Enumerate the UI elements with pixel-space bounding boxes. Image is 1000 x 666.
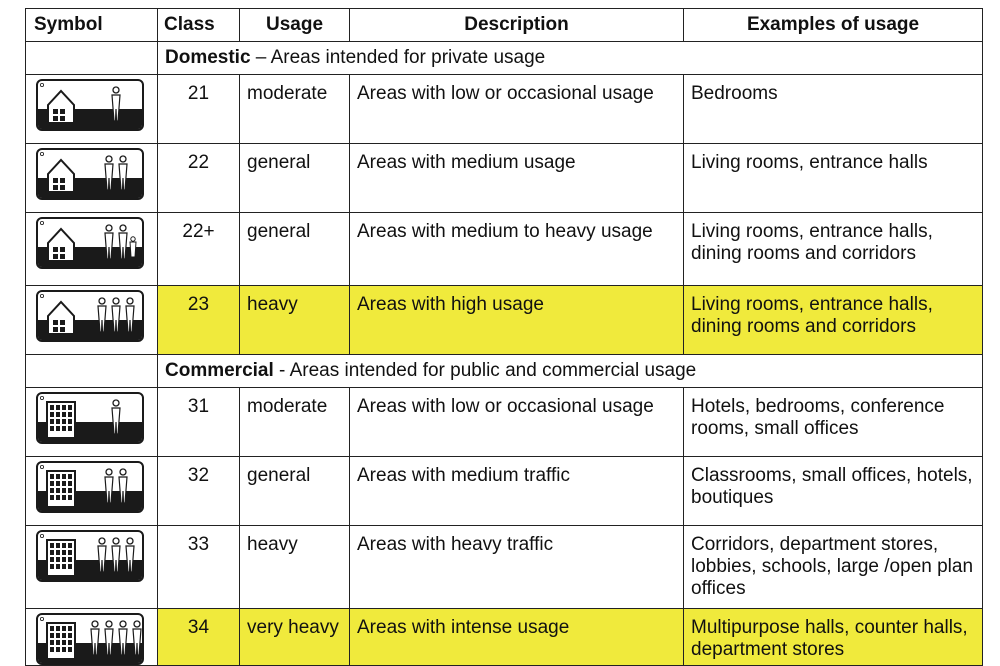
description-cell: Areas with medium usage: [350, 144, 684, 213]
examples-cell: Classrooms, small offices, hotels, boutiques: [684, 457, 983, 526]
symbol-cell: [26, 609, 158, 666]
examples-cell: Multipurpose halls, counter halls, department stores: [684, 609, 983, 666]
examples-cell: Living rooms, entrance halls, dining rooms and corridors: [684, 286, 983, 355]
table-row: [26, 388, 983, 457]
house-three-persons-icon: [36, 290, 144, 342]
building-four-persons-icon: [36, 613, 144, 665]
description-cell: Areas with low or occasional usage: [350, 75, 684, 144]
examples-cell: Living rooms, entrance halls: [684, 144, 983, 213]
building-one-person-icon: [36, 392, 144, 444]
usage-cell: general: [240, 144, 350, 213]
class-cell: 22+: [158, 213, 240, 286]
symbol-cell: [26, 457, 158, 526]
section-symbol-cell: [26, 355, 158, 388]
section-subtitle: – Areas intended for private usage: [250, 47, 546, 68]
class-cell: 31: [158, 388, 240, 457]
building-three-persons-icon: [36, 530, 144, 582]
header-usage: Usage: [240, 9, 350, 42]
symbol-cell: [26, 286, 158, 355]
house-one-person-icon: [36, 79, 144, 131]
section-header-row: [26, 355, 983, 388]
class-cell: 34: [158, 609, 240, 666]
section-title: [158, 355, 983, 388]
examples-cell: Corridors, department stores, lobbies, schools, large /open plan offices: [684, 526, 983, 609]
description-cell: Areas with medium to heavy usage: [350, 213, 684, 286]
table-row: [26, 286, 983, 355]
symbol-cell: [26, 526, 158, 609]
building-two-persons-icon: [36, 461, 144, 513]
table-row: [26, 75, 983, 144]
class-cell: 21: [158, 75, 240, 144]
usage-cell: moderate: [240, 388, 350, 457]
table-row: [26, 144, 983, 213]
section-header-row: [26, 42, 983, 75]
symbol-cell: [26, 75, 158, 144]
table-row: [26, 457, 983, 526]
class-cell: 33: [158, 526, 240, 609]
examples-cell: Bedrooms: [684, 75, 983, 144]
section-title-bold: Domestic: [165, 47, 251, 68]
header-symbol: Symbol: [26, 9, 158, 42]
section-subtitle: - Areas intended for public and commercial usage: [273, 360, 697, 381]
header-row: [26, 9, 983, 42]
symbol-cell: [26, 388, 158, 457]
usage-cell: moderate: [240, 75, 350, 144]
examples-cell: Hotels, bedrooms, conference rooms, small offices: [684, 388, 983, 457]
header-examples: Examples of usage: [684, 9, 983, 42]
table-row: [26, 213, 983, 286]
symbol-cell: [26, 144, 158, 213]
house-two-persons-icon: [36, 148, 144, 200]
section-title-bold: Commercial: [165, 360, 274, 381]
header-class: Class: [158, 9, 240, 42]
description-cell: Areas with medium traffic: [350, 457, 684, 526]
symbol-cell: [26, 213, 158, 286]
description-cell: Areas with heavy traffic: [350, 526, 684, 609]
class-cell: 32: [158, 457, 240, 526]
class-cell: 22: [158, 144, 240, 213]
header-description: Description: [350, 9, 684, 42]
table-row: [26, 526, 983, 609]
section-title: [158, 42, 983, 75]
usage-cell: heavy: [240, 286, 350, 355]
table-row: [26, 609, 983, 666]
house-two-persons-child-icon: [36, 217, 144, 269]
usage-cell: general: [240, 457, 350, 526]
class-cell: 23: [158, 286, 240, 355]
description-cell: Areas with high usage: [350, 286, 684, 355]
section-symbol-cell: [26, 42, 158, 75]
usage-cell: very heavy: [240, 609, 350, 666]
usage-class-table: [25, 8, 983, 666]
usage-cell: general: [240, 213, 350, 286]
usage-cell: heavy: [240, 526, 350, 609]
examples-cell: Living rooms, entrance halls, dining rooms and corridors: [684, 213, 983, 286]
description-cell: Areas with low or occasional usage: [350, 388, 684, 457]
description-cell: Areas with intense usage: [350, 609, 684, 666]
